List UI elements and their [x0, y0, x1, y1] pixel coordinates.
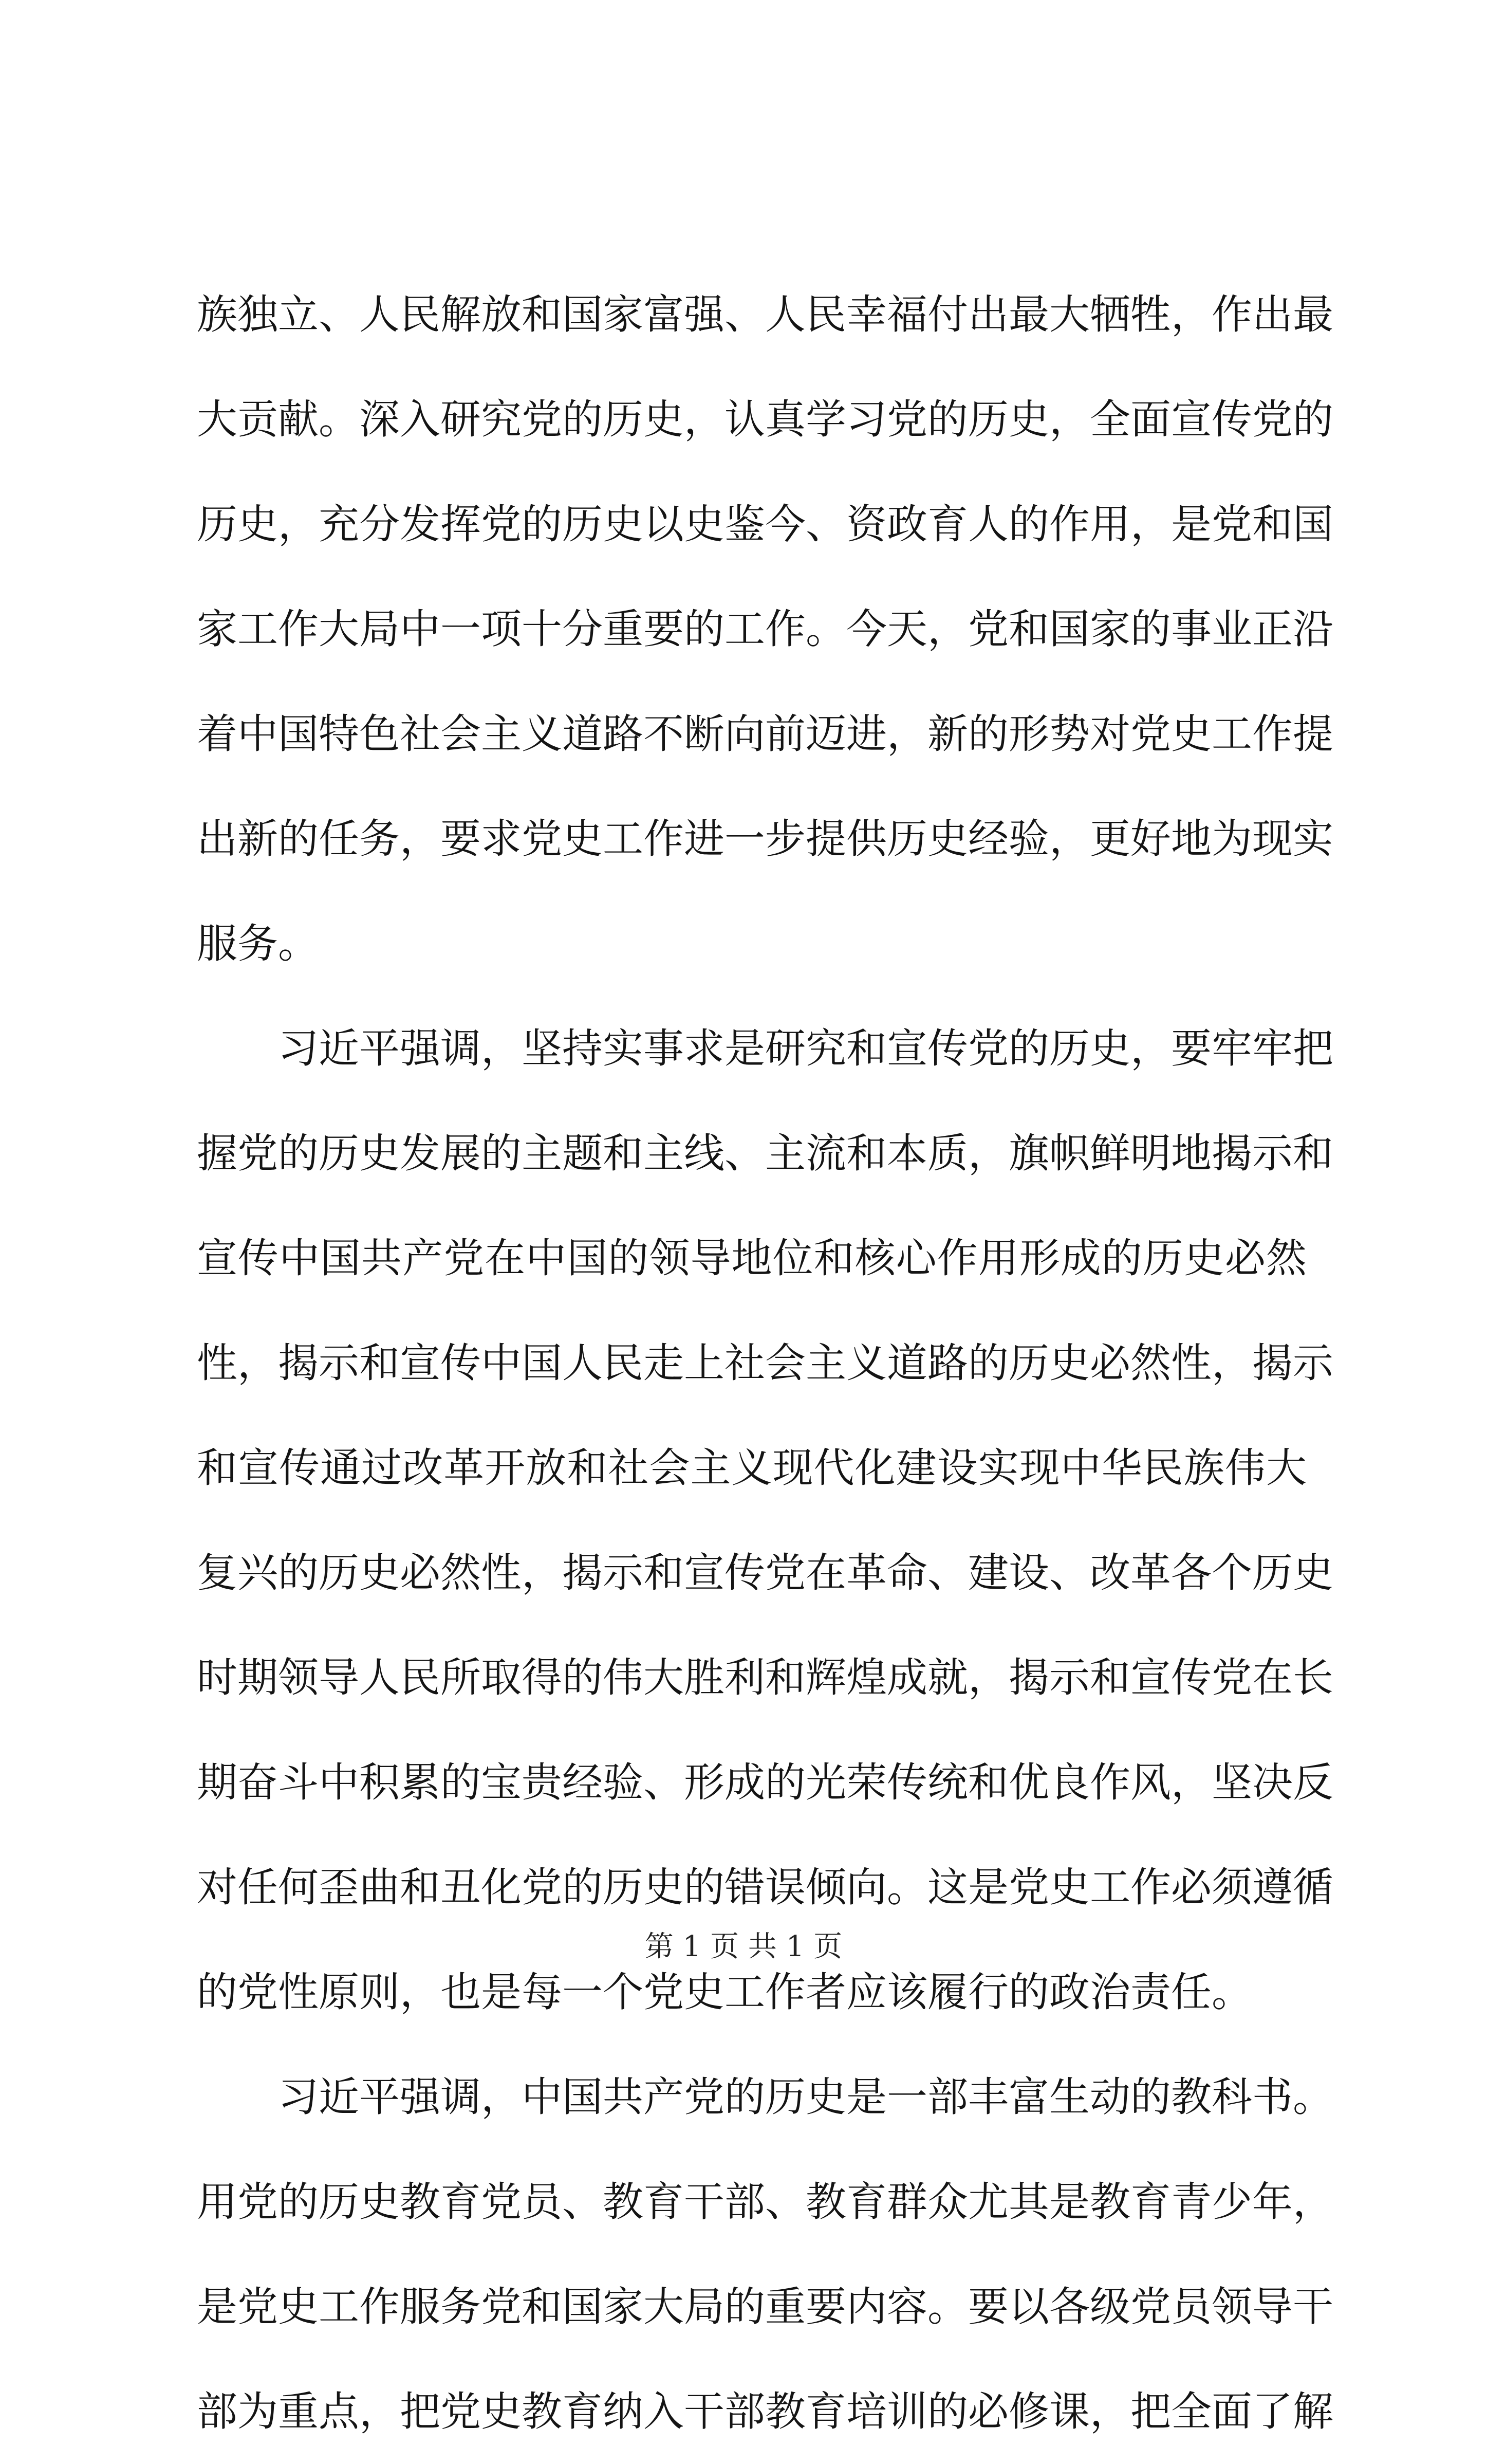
document-body: [197, 262, 1333, 2464]
text-line: 家工作大局中一项十分重要的工作。今天，党和国家的事业正沿: [197, 605, 1333, 653]
text-line: 用党的历史教育党员、教育干部、教育群众尤其是教育青少年，: [197, 2178, 1333, 2226]
text-line: 服务。: [197, 920, 319, 967]
text-line: 习近平强调，中国共产党的历史是一部丰富生动的教科书。: [278, 2073, 1333, 2121]
text-line: 对任何歪曲和丑化党的历史的错误倾向。这是党史工作必须遵循: [197, 1864, 1333, 1911]
text-line: 和宣传通过改革开放和社会主义现代化建设实现中华民族伟大: [197, 1444, 1307, 1492]
text-line: 时期领导人民所取得的伟大胜利和辉煌成就，揭示和宣传党在长: [197, 1654, 1333, 1701]
text-line: 握党的历史发展的主题和主线、主流和本质，旗帜鲜明地揭示和: [197, 1130, 1333, 1177]
page-number-footer: 第 1 页 共 1 页: [644, 1930, 843, 1963]
text-line: 着中国特色社会主义道路不断向前迈进，新的形势对党史工作提: [197, 710, 1333, 758]
text-line: 性，揭示和宣传中国人民走上社会主义道路的历史必然性，揭示: [197, 1339, 1333, 1387]
text-line: 大贡献。深入研究党的历史，认真学习党的历史，全面宣传党的: [197, 396, 1333, 443]
text-line: 历史，充分发挥党的历史以史鉴今、资政育人的作用，是党和国: [197, 501, 1333, 548]
text-line: 部为重点，把党史教育纳入干部教育培训的必修课，把全面了解: [197, 2388, 1333, 2435]
text-line: 复兴的历史必然性，揭示和宣传党在革命、建设、改革各个历史: [197, 1549, 1333, 1596]
text-line: 族独立、人民解放和国家富强、人民幸福付出最大牺牲，作出最: [197, 291, 1333, 338]
text-line: 习近平强调，坚持实事求是研究和宣传党的历史，要牢牢把: [278, 1025, 1333, 1072]
text-line: 期奋斗中积累的宝贵经验、形成的光荣传统和优良作风，坚决反: [197, 1759, 1333, 1806]
text-line: 的党性原则，也是每一个党史工作者应该履行的政治责任。: [197, 1969, 1252, 2016]
text-line: 是党史工作服务党和国家大局的重要内容。要以各级党员领导干: [197, 2283, 1333, 2330]
text-line: 出新的任务，要求党史工作进一步提供历史经验，更好地为现实: [197, 815, 1333, 862]
text-line: 宣传中国共产党在中国的领导地位和核心作用形成的历史必然: [197, 1235, 1307, 1282]
